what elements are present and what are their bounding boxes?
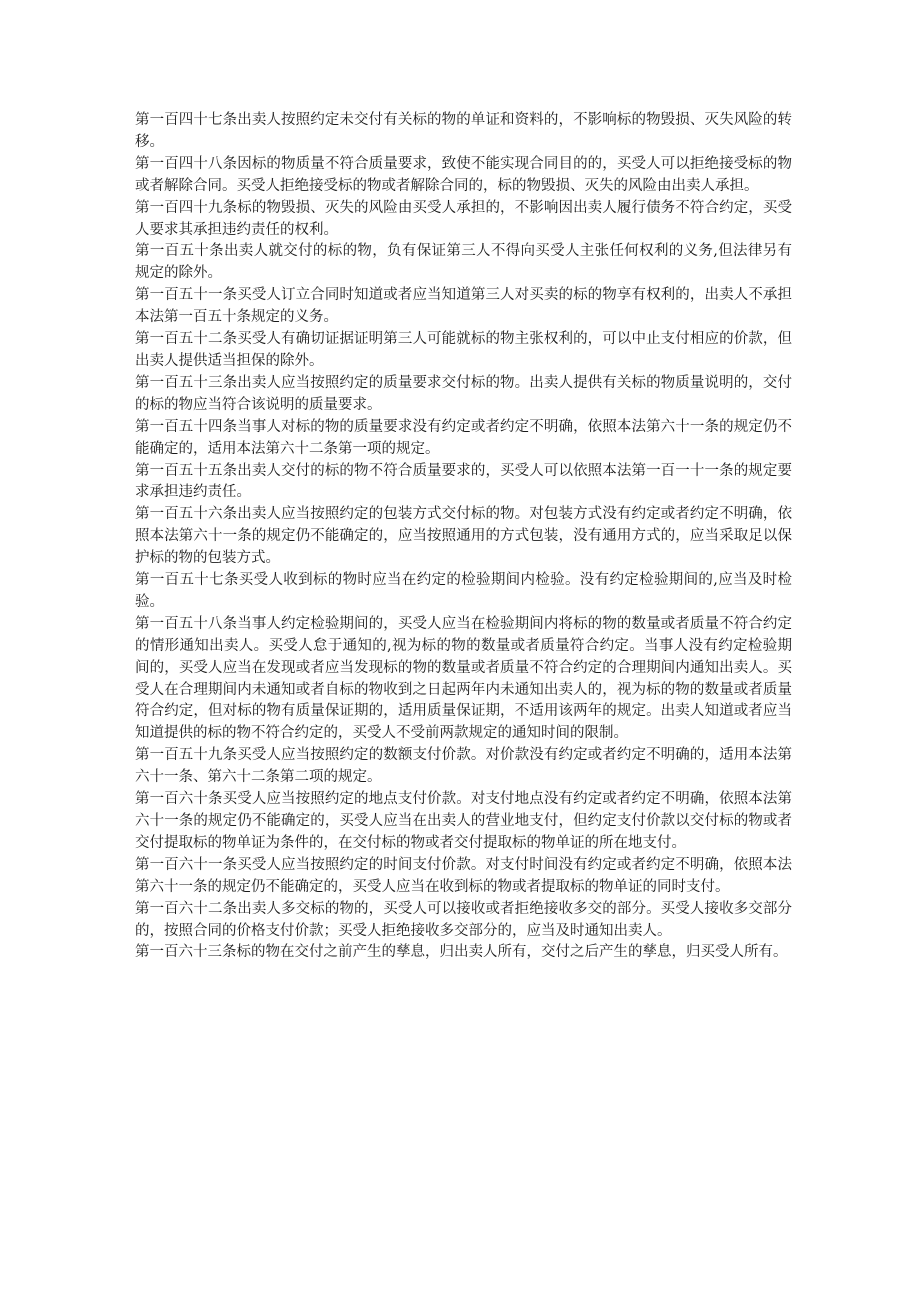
article-153: 第一百五十三条出卖人应当按照约定的质量要求交付标的物。出卖人提供有关标的物质量说明的，交付的标的物应当符合该说明的质量要求。	[135, 374, 792, 413]
article-162: 第一百六十二条出卖人多交标的物的，买受人可以接收或者拒绝接收多交的部分。买受人接收多交部分的，按照合同的价格支付价款；买受人拒绝接收多交部分的，应当及时通知出卖人。	[135, 900, 792, 939]
article-147: 第一百四十七条出卖人按照约定未交付有关标的物的单证和资料的，不影响标的物毁损、灭失风险的转移。	[135, 112, 792, 150]
article-152: 第一百五十二条买受人有确切证据证明第三人可能就标的物主张权利的，可以中止支付相应的价款，但出卖人提供适当担保的除外。	[135, 331, 792, 369]
article-159: 第一百五十九条买受人应当按照约定的数额支付价款。对价款没有约定或者约定不明确的，适用本法第六十一条、第六十二条第二项的规定。	[135, 747, 792, 786]
article-157: 第一百五十七条买受人收到标的物时应当在约定的检验期间内检验。没有约定检验期间的,应当及时检验。	[135, 572, 792, 610]
article-148: 第一百四十八条因标的物质量不符合质量要求，致使不能实现合同目的的，买受人可以拒绝接受标的物或者解除合同。买受人拒绝接受标的物或者解除合同的，标的物毁损、灭失的风险由出卖人承担。	[135, 155, 792, 194]
article-151: 第一百五十一条买受人订立合同时知道或者应当知道第三人对买卖的标的物享有权利的，出卖人不承担本法第一百五十条规定的义务。	[135, 287, 792, 326]
document-body	[135, 110, 792, 964]
article-155: 第一百五十五条出卖人交付的标的物不符合质量要求的，买受人可以依照本法第一百一十一条的规定要求承担违约责任。	[135, 462, 792, 501]
article-150: 第一百五十条出卖人就交付的标的物，负有保证第三人不得向买受人主张任何权利的义务,但法律另有规定的除外。	[135, 243, 792, 282]
article-149: 第一百四十九条标的物毁损、灭失的风险由买受人承担的，不影响因出卖人履行债务不符合约定，买受人要求其承担违约责任的权利。	[135, 199, 792, 238]
article-156: 第一百五十六条出卖人应当按照约定的包装方式交付标的物。对包装方式没有约定或者约定不明确，依照本法第六十一条的规定仍不能确定的，应当按照通用的方式包装，没有通用方式的，应当采取足以保护标的物的包装方式。	[135, 506, 792, 567]
article-154: 第一百五十四条当事人对标的物的质量要求没有约定或者约定不明确，依照本法第六十一条的规定仍不能确定的，适用本法第六十二条第一项的规定。	[135, 418, 792, 457]
article-163: 第一百六十三条标的物在交付之前产生的孳息，归出卖人所有，交付之后产生的孳息，归买受人所有。	[135, 944, 788, 961]
article-161: 第一百六十一条买受人应当按照约定的时间支付价款。对支付时间没有约定或者约定不明确，依照本法第六十一条的规定仍不能确定的，买受人应当在收到标的物或者提取标的物单证的同时支付。	[135, 856, 792, 895]
article-160: 第一百六十条买受人应当按照约定的地点支付价款。对支付地点没有约定或者约定不明确，依照本法第六十一条的规定仍不能确定的，买受人应当在出卖人的营业地支付，但约定支付价款以交付标的物或者交付提取标的物单证为条件的，在交付标的物或者交付提取标的物单证的所在地支付。	[135, 791, 792, 851]
article-158: 第一百五十八条当事人约定检验期间的，买受人应当在检验期间内将标的物的数量或者质量不符合约定的情形通知出卖人。买受人怠于通知的,视为标的物的数量或者质量符合约定。当事人没有约定检验期间的，买受人应当在发现或者应当发现标的物的数量或者质量不符合约定的合理期间内通知出卖人。买受人在合理期间内未通知或者自标的物收到之日起两年内未通知出卖人的，视为标的物的数量或者质量符合约定，但对标的物有质量保证期的，适用质量保证期，不适用该两年的规定。出卖人知道或者应当知道提供的标的物不符合约定的，买受人不受前两款规定的通知时间的限制。	[135, 615, 792, 742]
